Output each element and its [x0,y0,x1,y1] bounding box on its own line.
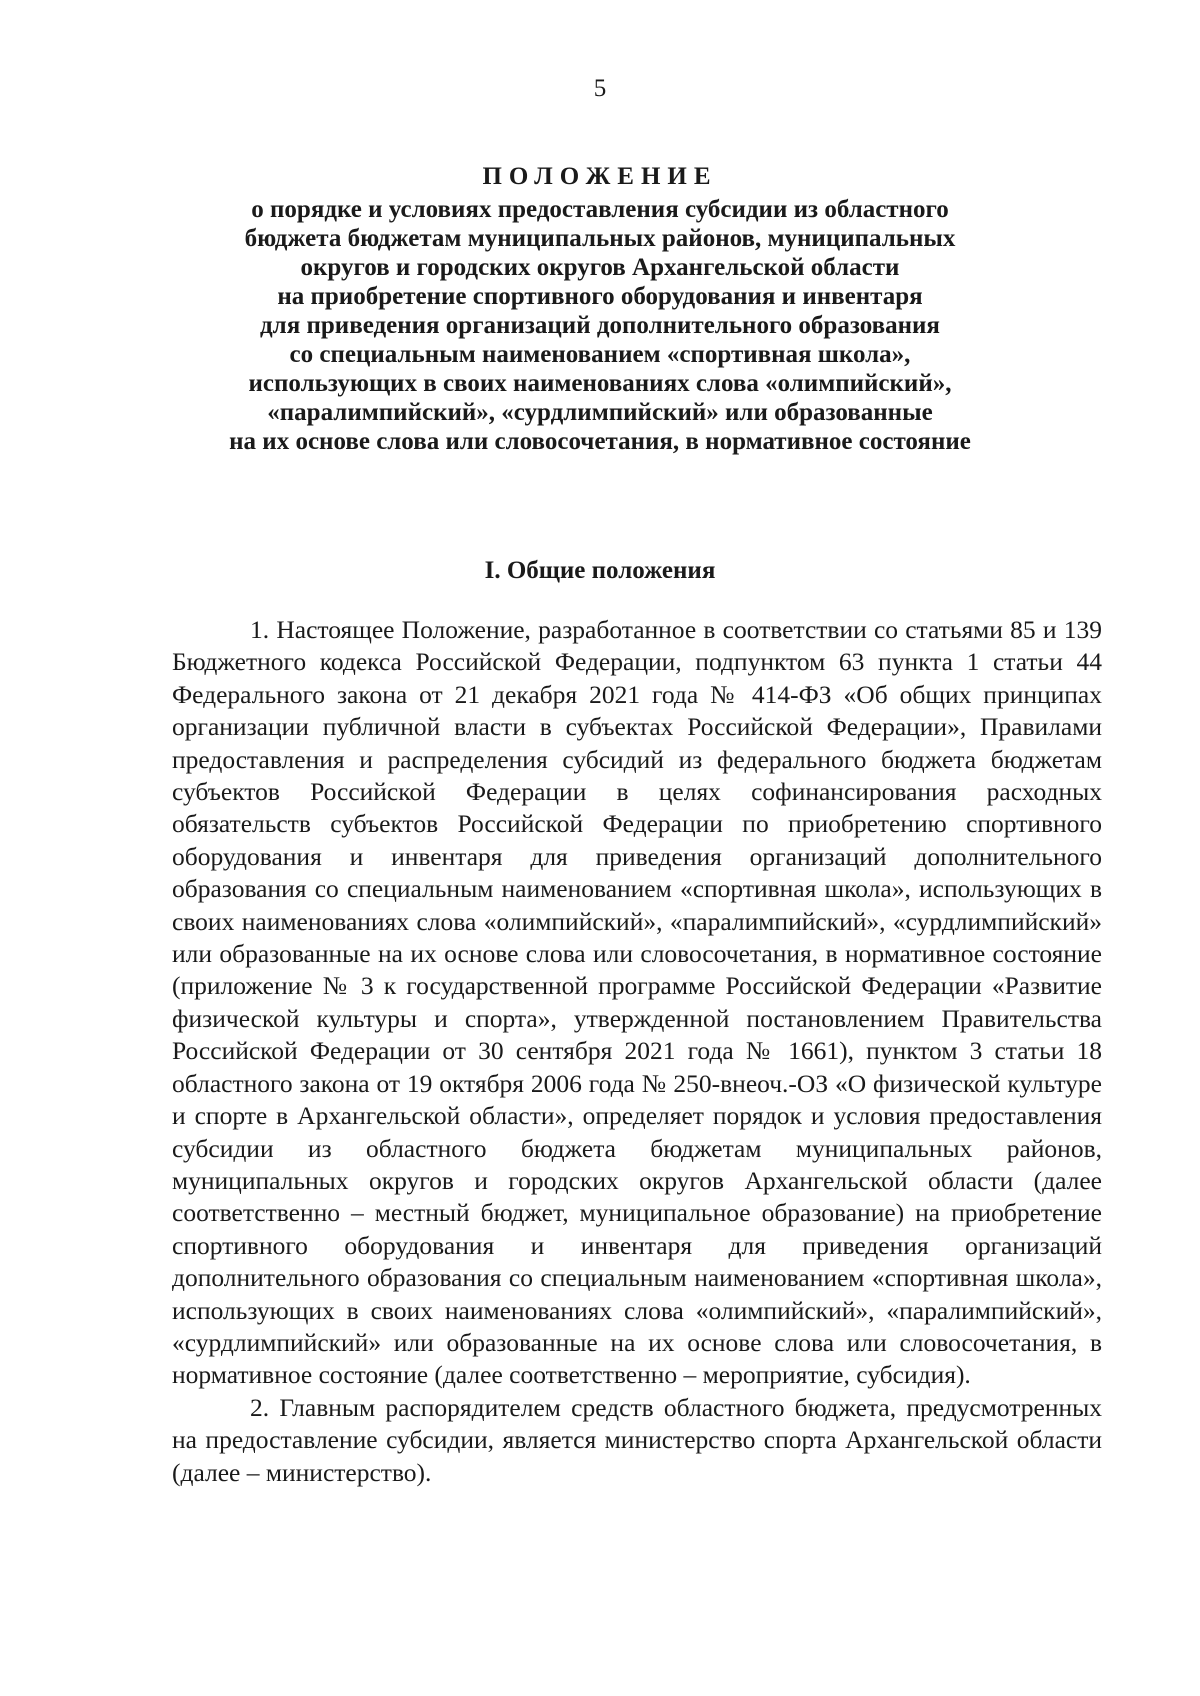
title-line: «паралимпийский», «сурдлимпийский» или образованные [267,399,933,426]
section-body [172,614,1102,1489]
title-line: со специальным наименованием «спортивная школа», [289,341,911,368]
page-number: 5 [593,75,607,102]
document-title [0,162,1200,456]
title-word: ПОЛОЖЕНИЕ [482,163,718,190]
title-line: для приведения организаций дополнительного образования [260,312,940,339]
title-line: бюджета бюджетам муниципальных районов, муниципальных [244,225,956,252]
paragraph-1: 1. Настоящее Положение, разработанное в соответствии со статьями 85 и 139 Бюджетного кодекса Российской Федерации, подпунктом 63 пункта 1 статьи 44 Федерального закона от 21 декабря 2021 года № 414-ФЗ «Об общих принципах организации публичной власти в субъектах Российской Федерации», Правилами предоставления и распределения субсидий из федерального бюджета бюджетам субъектов Российской Федерации в целях софинансирования расходных обязательств субъектов Российской Федерации по приобретению спортивного оборудования и инвентаря для приведения организаций дополнительного образования со специальным наименованием «спортивная школа», использующих в своих наименованиях слова «олимпийский», «паралимпийский», «сурдлимпийский» или образованные на их основе слова или словосочетания, в нормативное состояние (приложение № 3 к государственной программе Российской Федерации «Развитие физической культуры и спорта», утвержденной постановлением Правительства Российской Федерации от 30 сентября 2021 года № 1661), пунктом 3 статьи 18 областного закона от 19 октября 2006 года № 250-внеоч.-ОЗ «О физической культуре и спорте в Архангельской области», определяет порядок и условия предоставления субсидии из областного бюджета бюджетам муниципальных районов, муниципальных округов и городских округов Архангельской области (далее соответственно – местный бюджет, муниципальное образование) на приобретение спортивного оборудования и инвентаря для приведения организаций дополнительного образования со специальным наименованием «спортивная школа», использующих в своих наименованиях слова «олимпийский», «паралимпийский», «сурдлимпийский» или образованные на их основе слова или словосочетания, в нормативное состояние (далее соответственно – мероприятие, субсидия). [172,615,1102,1390]
title-line: использующих в своих наименованиях слова «олимпийский», [248,370,952,397]
title-line: на приобретение спортивного оборудования и инвентаря [277,283,923,310]
paragraph-2: 2. Главным распорядителем средств областного бюджета, предусмотренных на предоставление субсидии, является министерство спорта Архангельской области (далее – министерство). [172,1392,1102,1487]
title-line: на их основе слова или словосочетания, в нормативное состояние [229,428,971,455]
section-heading: I. Общие положения [484,557,716,584]
title-line: округов и городских округов Архангельской области [300,254,900,281]
title-line: о порядке и условиях предоставления субсидии из областного [251,196,949,223]
